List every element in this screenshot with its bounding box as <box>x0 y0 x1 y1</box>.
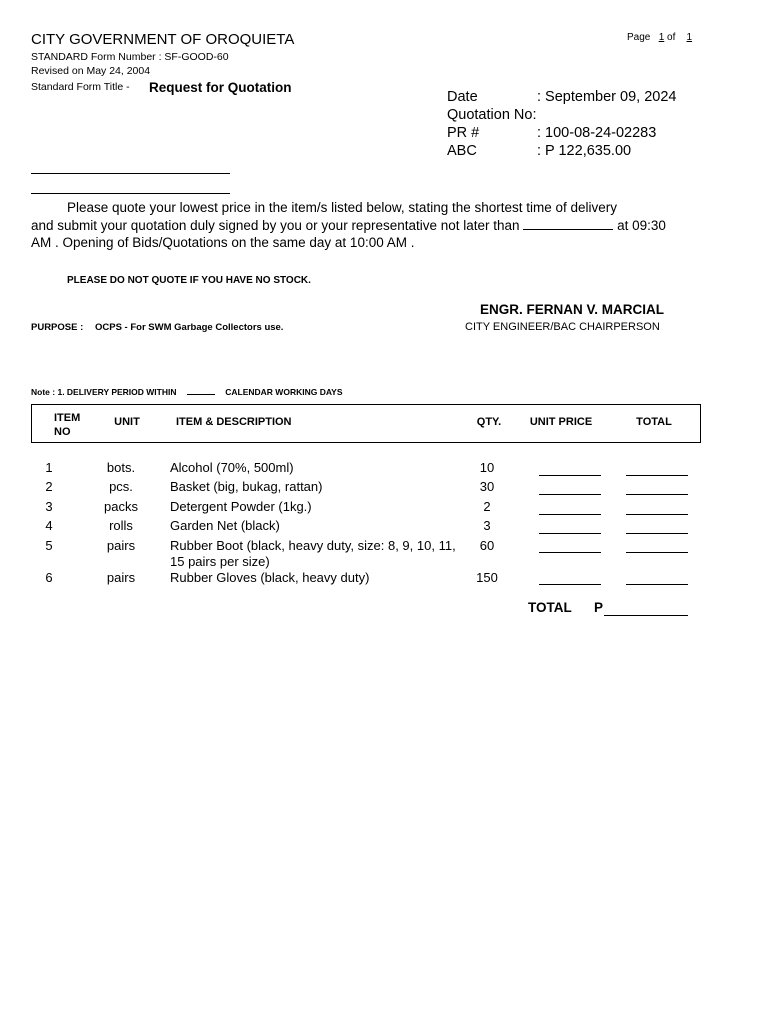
total-blank <box>626 514 688 515</box>
header-total: TOTAL <box>636 416 672 428</box>
cell-item-no: 2 <box>45 479 53 494</box>
pr-row <box>447 124 676 142</box>
cell-item-no: 5 <box>45 538 53 553</box>
addressee-line-1 <box>31 173 230 174</box>
cell-qty: 3 <box>483 518 491 533</box>
abc-label: ABC <box>447 143 477 159</box>
pr-value: : 100-08-24-02283 <box>537 125 657 141</box>
cell-qty: 10 <box>479 460 495 475</box>
quotation-label: Quotation No: <box>447 107 537 123</box>
deadline-blank <box>523 217 613 230</box>
delivery-days-blank <box>187 394 215 395</box>
cell-item-no: 4 <box>45 518 53 533</box>
unit-price-blank <box>539 475 601 476</box>
cell-description: Basket (big, bukag, rattan) <box>170 479 323 494</box>
unit-price-blank <box>539 584 601 585</box>
purpose-value: OCPS - For SWM Garbage Collectors use. <box>95 322 284 333</box>
form-title-label: Standard Form Title - <box>31 81 130 93</box>
abc-row <box>447 142 676 160</box>
cell-item-no: 6 <box>45 570 53 585</box>
total-prefix: P <box>594 600 604 615</box>
of-label: of <box>667 32 676 43</box>
instruction-line-2 <box>31 217 691 235</box>
cell-qty: 2 <box>483 499 491 514</box>
note-text-a: 1. DELIVERY PERIOD WITHIN <box>57 387 177 397</box>
total-blank <box>626 475 688 476</box>
quotation-info <box>447 88 676 160</box>
signatory-title: CITY ENGINEER/BAC CHAIRPERSON <box>465 321 660 333</box>
cell-qty: 150 <box>476 570 498 585</box>
page-number: 1 <box>658 32 665 43</box>
instruction-line-3: AM . Opening of Bids/Quotations on the same day at 10:00 AM . <box>31 235 415 250</box>
header-item-no-line2: NO <box>54 426 71 438</box>
no-stock-notice: PLEASE DO NOT QUOTE IF YOU HAVE NO STOCK. <box>67 275 311 286</box>
total-blank <box>626 584 688 585</box>
cell-unit: pcs. <box>109 479 133 494</box>
header-unit: UNIT <box>114 416 140 428</box>
items-table-header <box>31 404 701 443</box>
unit-price-blank <box>539 494 601 495</box>
instruction-line-2b: at 09:30 <box>617 217 666 233</box>
cell-description: Garden Net (black) <box>170 518 280 533</box>
header-qty: QTY. <box>476 416 502 428</box>
cell-unit: rolls <box>109 518 133 533</box>
page-label: Page <box>627 32 651 43</box>
unit-price-blank <box>539 552 601 553</box>
cell-item-no: 3 <box>45 499 53 514</box>
total-blank <box>626 533 688 534</box>
cell-unit: bots. <box>106 460 136 475</box>
cell-description: Rubber Boot (black, heavy duty, size: 8, 9, 10, 11, 15 pairs per size) <box>170 538 456 569</box>
unit-price-blank <box>539 533 601 534</box>
signatory-name: ENGR. FERNAN V. MARCIAL <box>480 302 665 317</box>
page-total: 1 <box>686 32 693 43</box>
cell-description: Detergent Powder (1kg.) <box>170 499 312 514</box>
header-item-no-line1: ITEM <box>54 412 81 424</box>
header-unit-price: UNIT PRICE <box>529 416 593 428</box>
cell-qty: 30 <box>479 479 495 494</box>
organization-name: CITY GOVERNMENT OF OROQUIETA <box>31 31 295 48</box>
total-label: TOTAL <box>528 600 572 615</box>
quotation-row <box>447 106 676 124</box>
cell-unit: pairs <box>106 570 136 585</box>
note-label: Note : <box>31 387 56 397</box>
purpose-label: PURPOSE : <box>31 322 84 333</box>
date-row <box>447 88 676 106</box>
cell-item-no: 1 <box>45 460 53 475</box>
header-description: ITEM & DESCRIPTION <box>176 416 292 428</box>
cell-unit: pairs <box>106 538 136 553</box>
grand-total-blank <box>604 615 688 616</box>
revised-date: Revised on May 24, 2004 <box>31 65 151 77</box>
date-value: : September 09, 2024 <box>537 89 677 105</box>
cell-description: Rubber Gloves (black, heavy duty) <box>170 570 370 585</box>
unit-price-blank <box>539 514 601 515</box>
cell-qty: 60 <box>479 538 495 553</box>
note-line <box>31 387 343 397</box>
cell-description: Alcohol (70%, 500ml) <box>170 460 294 475</box>
header-item-no <box>32 411 81 438</box>
date-label: Date <box>447 89 478 105</box>
instruction-paragraph <box>31 199 691 252</box>
instruction-line-2a: and submit your quotation duly signed by you or your representative not later than <box>31 217 520 233</box>
addressee-line-2 <box>31 193 230 194</box>
form-title: Request for Quotation <box>149 80 292 95</box>
instruction-line-1: Please quote your lowest price in the item/s listed below, stating the shortest time of delivery <box>67 200 618 215</box>
cell-unit: packs <box>104 499 138 514</box>
total-blank <box>626 494 688 495</box>
form-number: STANDARD Form Number : SF-GOOD-60 <box>31 51 229 63</box>
page-indicator <box>627 32 692 43</box>
total-blank <box>626 552 688 553</box>
abc-value: : P 122,635.00 <box>537 143 632 159</box>
note-text-b: CALENDAR WORKING DAYS <box>225 387 343 397</box>
pr-label: PR # <box>447 125 480 141</box>
